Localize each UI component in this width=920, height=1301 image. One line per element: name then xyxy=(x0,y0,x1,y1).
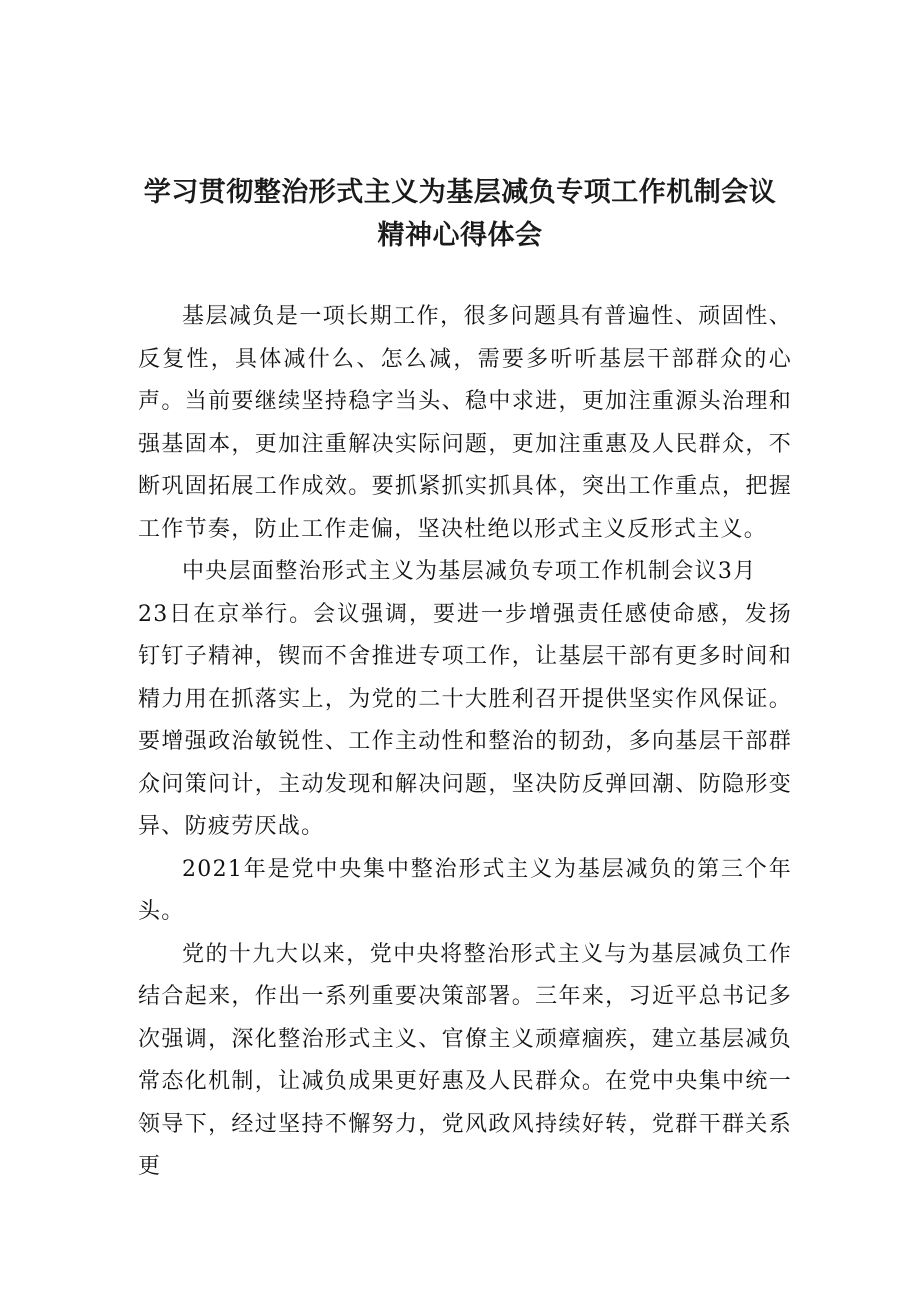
paragraph-2-first-line: 中央层面整治形式主义为基层减负专项工作机制会议3月 xyxy=(182,559,757,584)
paragraph-4: 党的十九大以来，党中央将整治形式主义与为基层减负工作结合起来，作出一系列重要决策部署。三年来，习近平总书记多次强调，深化整治形式主义、官僚主义顽瘴痼疾，建立基层减负常态化机制，让减负成果更好惠及人民群众。在党中央集中统一领导下，经过坚持不懈努力，党风政风持续好转，党群干群关系更 xyxy=(138,941,792,1179)
paragraph-2-continued: 23日在京举行。会议强调，要进一步增强责任感使命感，发扬钉钉子精神，锲而不舍推进专项工作，让基层干部有更多时间和精力用在抓落实上，为党的二十大胜利召开提供坚实作风保证。要增强政治敏锐性、工作主动性和整治的韧劲，多向基层干部群众问策问计，主动发现和解决问题，坚决防反弹回潮、防隐形变异、防疲劳厌战。 xyxy=(138,601,792,839)
document-title-line-1: 学习贯彻整治形式主义为基层减负专项工作机制会议 xyxy=(143,177,777,208)
document-body xyxy=(138,296,792,1189)
paragraph-1: 基层减负是一项长期工作，很多问题具有普遍性、顽固性、反复性，具体减什么、怎么减，需要多听听基层干部群众的心声。当前要继续坚持稳字当头、稳中求进，更加注重源头治理和强基固本，更加注重解决实际问题，更加注重惠及人民群众，不断巩固拓展工作成效。要抓紧抓实抓具体，突出工作重点，把握工作节奏，防止工作走偏，坚决杜绝以形式主义反形式主义。 xyxy=(138,304,792,542)
document-title-line-2: 精神心得体会 xyxy=(377,220,543,251)
paragraph-3: 2021年是党中央集中整治形式主义为基层减负的第三个年头。 xyxy=(138,856,792,924)
